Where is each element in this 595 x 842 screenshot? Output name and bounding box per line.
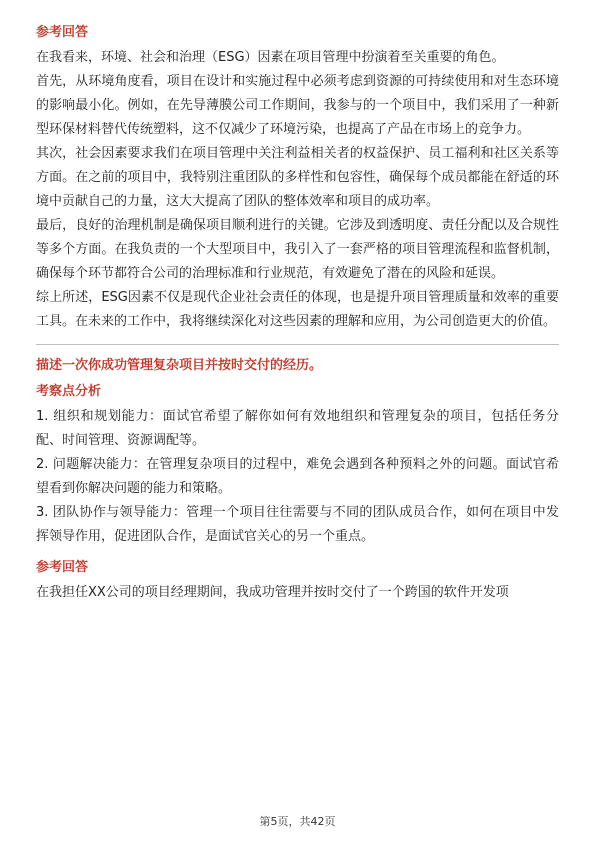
section-divider [36,344,559,345]
analysis-item-teamwork: 3. 团队协作与领导能力：管理一个项目往往需要与不同的团队成员合作，如何在项目中发挥领导作用，促进团队合作，是面试官关心的另一个重点。 [36,505,559,544]
reference-answer-heading: 参考回答 [36,25,89,40]
reference-answer-heading-2: 参考回答 [36,560,89,575]
answer-paragraph-intro: 在我看来，环境、社会和治理（ESG）因素在项目管理中扮演着至关重要的角色。 [36,50,505,65]
answer-paragraph-governance: 最后，良好的治理机制是确保项目顺利进行的关键。它涉及到透明度、责任分配以及合规性等多个方面。在我负责的一个大型项目中，我引入了一套严格的项目管理流程和监督机制，确保每个环节都符合公司的治理标准和行业规范，有效避免了潜在的风险和延误。 [36,218,559,281]
page-content [36,22,559,605]
page-number: 第5页，共42页 [259,815,336,828]
answer-paragraph-summary: 综上所述，ESG因素不仅是现代企业社会责任的体现，也是提升项目管理质量和效率的重要工具。在未来的工作中，我将继续深化对这些因素的理解和应用，为公司创造更大的价值。 [36,290,559,329]
answer-paragraph-project: 在我担任XX公司的项目经理期间，我成功管理并按时交付了一个跨国的软件开发项 [36,585,509,600]
answer-paragraph-environment: 首先，从环境角度看，项目在设计和实施过程中必须考虑到资源的可持续使用和对生态环境的影响最小化。例如，在先导薄膜公司工作期间，我参与的一个项目中，我们采用了一种新型环保材料替代传统塑料，这不仅减少了环境污染，也提高了产品在市场上的竞争力。 [36,74,559,137]
answer-paragraph-social: 其次，社会因素要求我们在项目管理中关注利益相关者的权益保护、员工福利和社区关系等方面。在之前的项目中，我特别注重团队的多样性和包容性，确保每个成员都能在舒适的环境中贡献自己的力量，这大大提高了团队的整体效率和项目的成功率。 [36,146,559,209]
interview-question: 描述一次你成功管理复杂项目并按时交付的经历。 [36,358,323,373]
analysis-item-problem-solving: 2. 问题解决能力：在管理复杂项目的过程中，难免会遇到各种预料之外的问题。面试官希望看到你解决问题的能力和策略。 [36,457,559,496]
analysis-heading: 考察点分析 [36,384,102,399]
analysis-item-organization: 1. 组织和规划能力：面试官希望了解你如何有效地组织和管理复杂的项目，包括任务分配、时间管理、资源调配等。 [36,409,559,448]
